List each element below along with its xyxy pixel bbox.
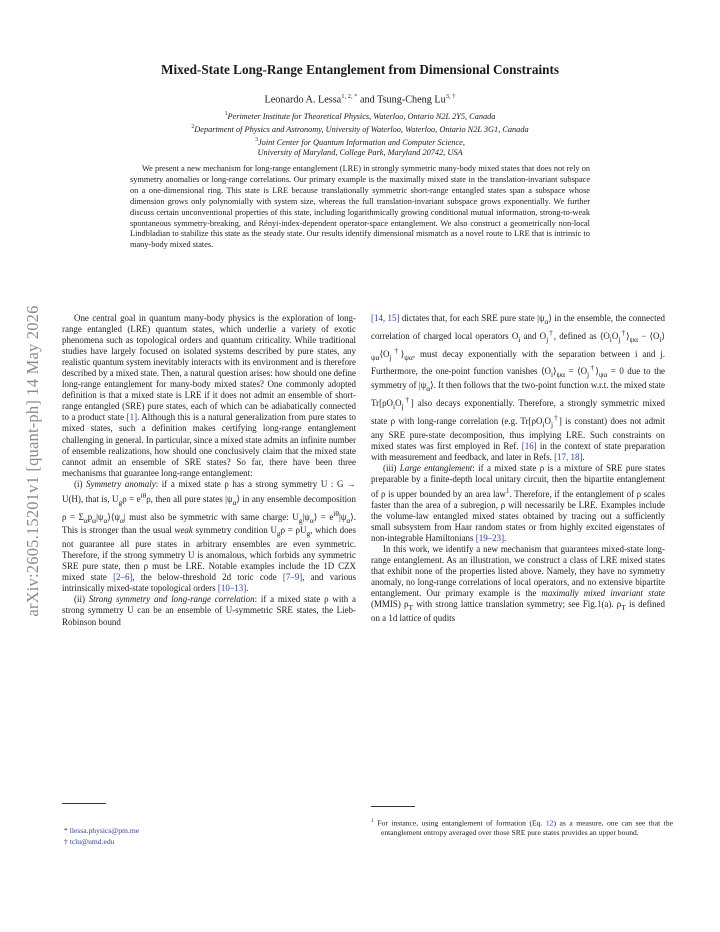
paragraph-mechanism-iii: (iii) Large entanglement: if a mixed state ρ is a mixture of SRE pure states preparable by a finite-depth local unitary circuit, then the bipartite entanglement of ρ is upper bounded by an area law$^1$. Therefore, if the entanglement of ρ scales faster than the area of a subregion, ρ will necessarily be LRE. Examples include the volume-law entangled mixed states obtained by tracing out a sufficiently small subsystem from Haar random states or from highly excited eigenstates of non-integrable Hamiltonians [19–23]. bbox=[371, 462, 665, 544]
body-right-column bbox=[371, 313, 665, 624]
affiliation-2: $^2$Department of Physics and Astronomy, University of Waterloo, Waterloo, Ontario N2L 3G1, Canada bbox=[191, 123, 529, 134]
paragraph-mechanism-i: (i) Symmetry anomaly: if a mixed state ρ has a strong symmetry U : G → U(H), that is, $U_g\rho = e^{i\theta}\rho$, then all pure states $|\psi_\alpha⟩$ in any ensemble decomposition $\rho = \Sigma_\alpha p_\alpha|\psi_\alpha⟩⟨\psi_\alpha|$ must also be symmetric with same charge: $U_g|\psi_\alpha⟩$ = $e^{i\theta}|\psi_\alpha⟩$. This is stronger than the usual weak symmetry condition $U_g\rho = \rho U_g$, which does not guarantee all pure states in arbitrary ensembles are even symmetric. Therefore, if the strong symmetry U is anomalous, which forbids any symmetric SRE pure state, then ρ must be LRE. Notable examples include the 1D CZX mixed state [2–6], the below-threshold 2d toric code [7–9], and various intrinsically mixed-state topological orders [10–13]. bbox=[62, 478, 357, 594]
footnote-divider-left bbox=[62, 803, 106, 804]
author-1-email-mark[interactable]: * bbox=[354, 93, 358, 100]
paragraph-intro: One central goal in quantum many-body physics is the exploration of long-range entangled (LRE) quantum states, which underlie a variety of exotic phenomena such as topological orders and quantum criticality. While traditional studies have largely focused on isolated systems described by pure states, any realistic quantum system inevitably interacts with its environment and is therefore described by a mixed state. Then, a natural question arises: how should one define long-range entanglement for many-body mixed states? One commonly adopted definition is that a mixed state is LRE if it does not admit an ensemble of short-range entangled (SRE) pure states, each of which can be adiabatically connected to a product state [1]. Although this is a natural generalization from pure states to mixed states, such a definition makes certifying long-range entanglement challenging in general. In particular, since a mixed state admits an infinite number of ensemble realizations, how should one conclusively claim that the mixed state cannot admit an ensemble of SRE states? So far, there have been three mechanisms that guarantee long-range entanglement: bbox=[62, 313, 356, 478]
citation-link[interactable]: [16] bbox=[521, 440, 537, 451]
paragraph-mechanism-ii: (ii) Strong symmetry and long-range correlation: if a mixed state ρ with a strong symmetry U can be an ensemble of U-symmetric SRE states, the Lieb-Robinson bound bbox=[62, 594, 356, 627]
citation-link[interactable]: [2–6] bbox=[113, 572, 133, 583]
author-line bbox=[60, 93, 660, 105]
author-conjunction: and bbox=[357, 94, 378, 106]
paragraph-this-work: In this work, we identify a new mechanism that guarantees mixed-state long-range entanglement. As an illustration, we construct a class of LRE mixed states that exhibit none of the properties listed above. Namely, they have no symmetry anomaly, no long-range correlations of local operators, and no extensive bipartite entanglement. Our primary example is the maximally mixed invariant state (MMIS) $\rho_T$ with strong lattice translation symmetry; see Fig.1(a). $\rho_T$ is defined on a 1d lattice of qudits bbox=[371, 544, 665, 624]
figure-link[interactable]: 1 bbox=[596, 599, 602, 610]
affiliation-1: $^1$Perimeter Institute for Theoretical Physics, Waterloo, Ontario N2L 2Y5, Canada bbox=[224, 111, 496, 121]
footnote-link[interactable]: 1 bbox=[505, 485, 510, 495]
citation-link[interactable]: [19–23] bbox=[475, 533, 505, 544]
affiliation-3-cont: University of Maryland, College Park, Maryland 20742, USA bbox=[257, 148, 463, 158]
abstract: We present a new mechanism for long-range entanglement (LRE) in strongly symmetric many-body mixed states that does not rely on symmetry anomalies or long-range correlations. Our primary example is the maximally mixed state in the translation-invariant subspace on a one-dimensional ring. This state is LRE because translationally symmetric short-range entangled states span a subspace whose dimension grows only polynomially with system size, whereas the full translation-invariant subspace grows exponentially. We further discuss certain unconventional properties of this state, including logarithmically growing conditional mutual information, strong-to-weak spontaneous symmetry-breaking, and Rényi-index-dependent operator-space entanglement. We also construct a geometrically non-local Lindbladian to stabilize this state as the steady state. Our results identify dimensional mismatch as a novel route to LRE that is intrinsic to many-body mixed states. bbox=[130, 164, 590, 250]
author-2-affil-marks: 3, † bbox=[445, 93, 456, 100]
footnote-1: $^1$ For instance, using entanglement of formation (Eq. 12) as a measure, one can see that the entanglement entropy averaged over those SRE pure states provides an upper bound. bbox=[371, 818, 673, 838]
citation-link[interactable]: [17, 18] bbox=[554, 451, 583, 462]
body-left-column bbox=[62, 313, 356, 628]
email-link-1[interactable]: llessa.physics@pm.me bbox=[69, 826, 140, 835]
author-2-name: Tsung-Cheng Lu bbox=[377, 94, 446, 106]
affiliation-3: $^3$Joint Center for Quantum Information and Computer Science, bbox=[255, 136, 465, 147]
footnote-divider-right bbox=[371, 806, 415, 807]
citation-link[interactable]: [10–13] bbox=[217, 583, 247, 594]
arxiv-id[interactable]: arXiv:2605.15201v1 [quant-ph] 14 May 2026 bbox=[23, 305, 42, 617]
arxiv-watermark bbox=[18, 246, 48, 676]
citation-link[interactable]: [1] bbox=[126, 412, 138, 423]
email-footnote-2: † tclu@umd.edu bbox=[64, 836, 115, 846]
paragraph-mechanism-ii-cont: [14, 15] dictates that, for each SRE pure state $|\psi_\alpha⟩$ in the ensemble, the connected correlation of charged local operators $O_i$ and $O_j^\dagger$, defined as $⟨O_iO_j^\dagger⟩_{\psi\alpha}$ − $⟨O_i⟩_{\psi\alpha}⟨O_j^\dagger⟩_{\psi\alpha}$, must decay exponentially with the separation between i and j. Furthermore, the one-point function vanishes $⟨O_i⟩_{\psi\alpha}$ = $⟨O_j^\dagger⟩_{\psi\alpha} = 0$ due to the symmetry of $|\psi_\alpha⟩$. It then follows that the two-point function w.r.t. the mixed state $Tr[\rho O_iO_j^\dagger]$ also decays exponentially. Therefore, a strongly symmetric mixed state ρ with long-range correlation (e.g. $Tr[\rho O_iO_j^\dagger]$ is constant) does not admit any SRE pure-state decomposition, thus implying LRE. Such constraints on mixed states was first employed in Ref. [16] in the context of state preparation with measurement and feedback, and later in Refs. [17, 18]. bbox=[371, 313, 666, 462]
email-link-2[interactable]: tclu@umd.edu bbox=[69, 836, 115, 846]
equation-link[interactable]: 12 bbox=[545, 818, 554, 828]
paper-title: Mixed-State Long-Range Entanglement from Dimensional Constraints bbox=[161, 62, 559, 77]
affiliations bbox=[60, 109, 660, 158]
citation-link[interactable]: [14, 15] bbox=[371, 313, 400, 323]
author-1-affil-marks: 1, 2, bbox=[341, 93, 355, 100]
author-email-footnotes bbox=[64, 826, 354, 847]
citation-link[interactable]: [7–9] bbox=[282, 572, 303, 583]
email-footnote-1: * llessa.physics@pm.me bbox=[64, 826, 140, 835]
author-1-name: Leonardo A. Lessa bbox=[264, 94, 342, 106]
